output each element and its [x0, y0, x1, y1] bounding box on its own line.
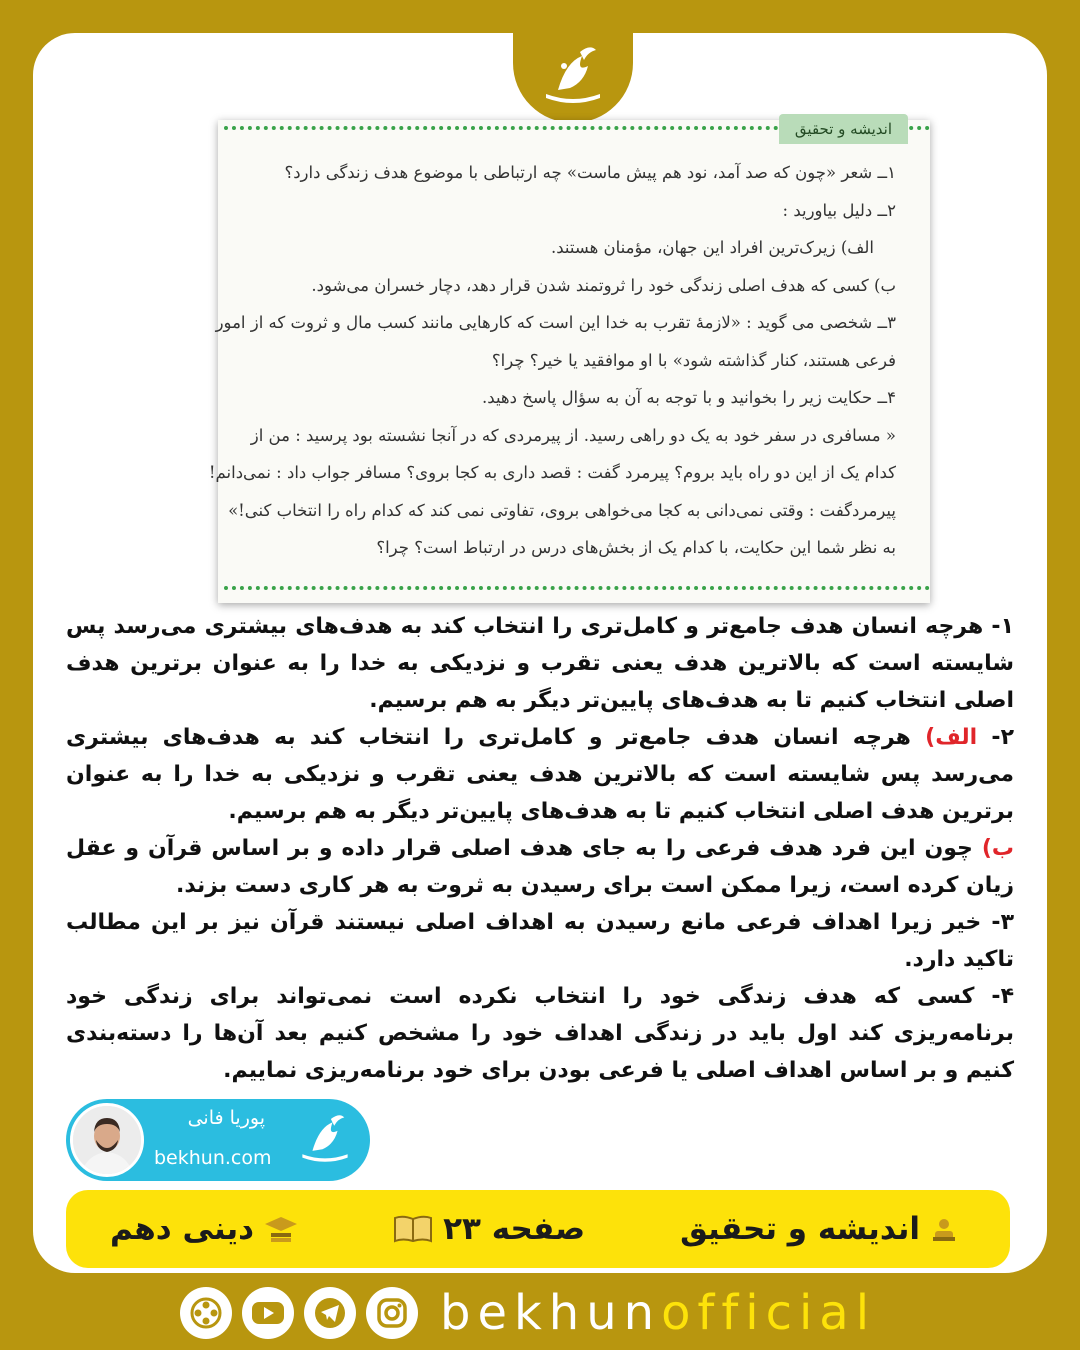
author-avatar: [70, 1103, 144, 1177]
book-line: فرعی هستند، کنار گذاشته شود» با او موافقید یا خیر؟ چرا؟: [491, 350, 896, 370]
graduation-cap-icon: [264, 1214, 298, 1244]
youtube-icon[interactable]: [242, 1287, 294, 1339]
answer-2: [66, 719, 1014, 830]
answer-2b-label: ب): [981, 836, 1014, 861]
book-line: ۴ــ حکایت زیر را بخوانید و با توجه به آن به سؤال پاسخ دهید.: [482, 388, 896, 407]
telegram-icon[interactable]: [304, 1287, 356, 1339]
answer-2-label-alef: الف): [925, 725, 978, 750]
book-line: ۳ــ شخصی می گوید : «لازمۀ تقرب به خدا این است که کارهایی مانند کسب مال و ثروت که از امور: [215, 313, 896, 332]
book-line: ۲ــ دلیل بیاورید :: [782, 200, 896, 220]
brand-handle-part1: bekhun: [440, 1285, 662, 1341]
answer-1: ۱- هرچه انسان هدف جامع‌تر و کامل‌تری را انتخاب کند به هدف‌های بیشتری می‌رسد پس شایسته است که بالاترین هدف یعنی تقرب و نزدیکی به خدا را به عنوان برترین هدف اصلی انتخاب کنیم تا به هدف‌های پایین‌تر دیگر به هم برسیم.: [66, 614, 1014, 713]
author-website[interactable]: bekhun.com: [154, 1147, 272, 1169]
dotted-divider-bottom: [224, 586, 930, 590]
book-line: « مسافری در سفر خود به یک دو راهی رسید. از پیرمردی که در آنجا نشسته بود پرسید : من از: [250, 425, 896, 445]
answer-4: ۴- کسی که هدف زندگی خود را انتخاب نکرده است نمی‌تواند برای زندگی خود برنامه‌ریزی کند اول باید در زندگی اهداف خود را مشخص کنیم بعد آن‌ها را دسته‌بندی کنیم و بر اساس اهداف اصلی یا فرعی بودن برای خود برنامه‌ریزی نماییم.: [66, 984, 1014, 1083]
brand-handle-part2: official: [661, 1285, 877, 1341]
section-tab: اندیشه و تحقیق: [779, 114, 908, 144]
answer-2-text: هرچه انسان هدف جامع‌تر و کامل‌تری را انتخاب کند به هدف‌های بیشتری می‌رسد پس شایسته است که بالاترین هدف یعنی تقرب و نزدیکی به خدا را به عنوان برترین هدف اصلی انتخاب کنیم تا به هدف‌های پایین‌تر دیگر به هم برسیم.: [66, 725, 1014, 824]
info-subject: [110, 1211, 298, 1247]
bekhun-logo-icon: [536, 42, 610, 112]
film-reel-icon[interactable]: [180, 1287, 232, 1339]
author-pill[interactable]: [66, 1099, 370, 1181]
author-name: پوریا فانی: [187, 1107, 265, 1129]
answer-2b-text: چون این فرد هدف فرعی را به جای هدف اصلی قرار داده و بر اساس قرآن و عقل زیان کرده است، زیرا ممکن است برای رسیدن به ثروت به هر کاری دست بزند.: [66, 836, 1014, 898]
instagram-icon[interactable]: [366, 1287, 418, 1339]
author-brand-icon: [294, 1109, 356, 1175]
book-line: ۱ــ شعر «چون که صد آمد، نود هم پیش ماست» چه ارتباطی با موضوع هدف زندگی دارد؟: [284, 163, 896, 182]
book-line: به نظر شما این حکایت، با کدام یک از بخش‌های درس در ارتباط است؟ چرا؟: [376, 538, 896, 557]
brand-handle[interactable]: [440, 1285, 877, 1341]
teacher-icon: [930, 1215, 958, 1243]
info-page-label: صفحه ۲۳: [443, 1211, 586, 1247]
social-bar: [180, 1282, 940, 1344]
brand-logo-badge: [513, 31, 633, 123]
book-line: پیرمردگفت : وقتی نمی‌دانی به کجا می‌خواهی بروی، تفاوتی نمی کند که کدام راه را انتخاب کنی!»: [228, 500, 896, 520]
info-section-label: اندیشه و تحقیق: [680, 1211, 920, 1247]
textbook-excerpt: [208, 120, 930, 603]
book-line: کدام یک از این دو راه باید بروم؟ پیرمرد گفت : قصد داری به کجا بروی؟ مسافر جواب داد : نمی‌دانم!: [208, 463, 896, 482]
open-book-icon: [393, 1214, 433, 1244]
info-section: [680, 1211, 958, 1247]
answer-3: ۳- خیر زیرا اهداف فرعی مانع رسیدن به اهداف اصلی نیستند قرآن نیز بر این مطالب تاکید دارد.: [66, 910, 1014, 972]
answer-2b: [66, 830, 1014, 904]
answers-block: [66, 608, 1014, 1089]
info-subject-label: دینی دهم: [110, 1211, 255, 1247]
answer-2-number: ۲-: [991, 725, 1014, 750]
textbook-lines: [208, 154, 896, 567]
info-bar: [66, 1190, 1010, 1268]
info-page: [393, 1211, 585, 1247]
book-line: ب) کسی که هدف اصلی زندگی خود را ثروتمند شدن قرار دهد، دچار خسران می‌شود.: [311, 275, 896, 295]
book-line: الف) زیرک‌ترین افراد این جهان، مؤمنان هستند.: [550, 238, 874, 257]
